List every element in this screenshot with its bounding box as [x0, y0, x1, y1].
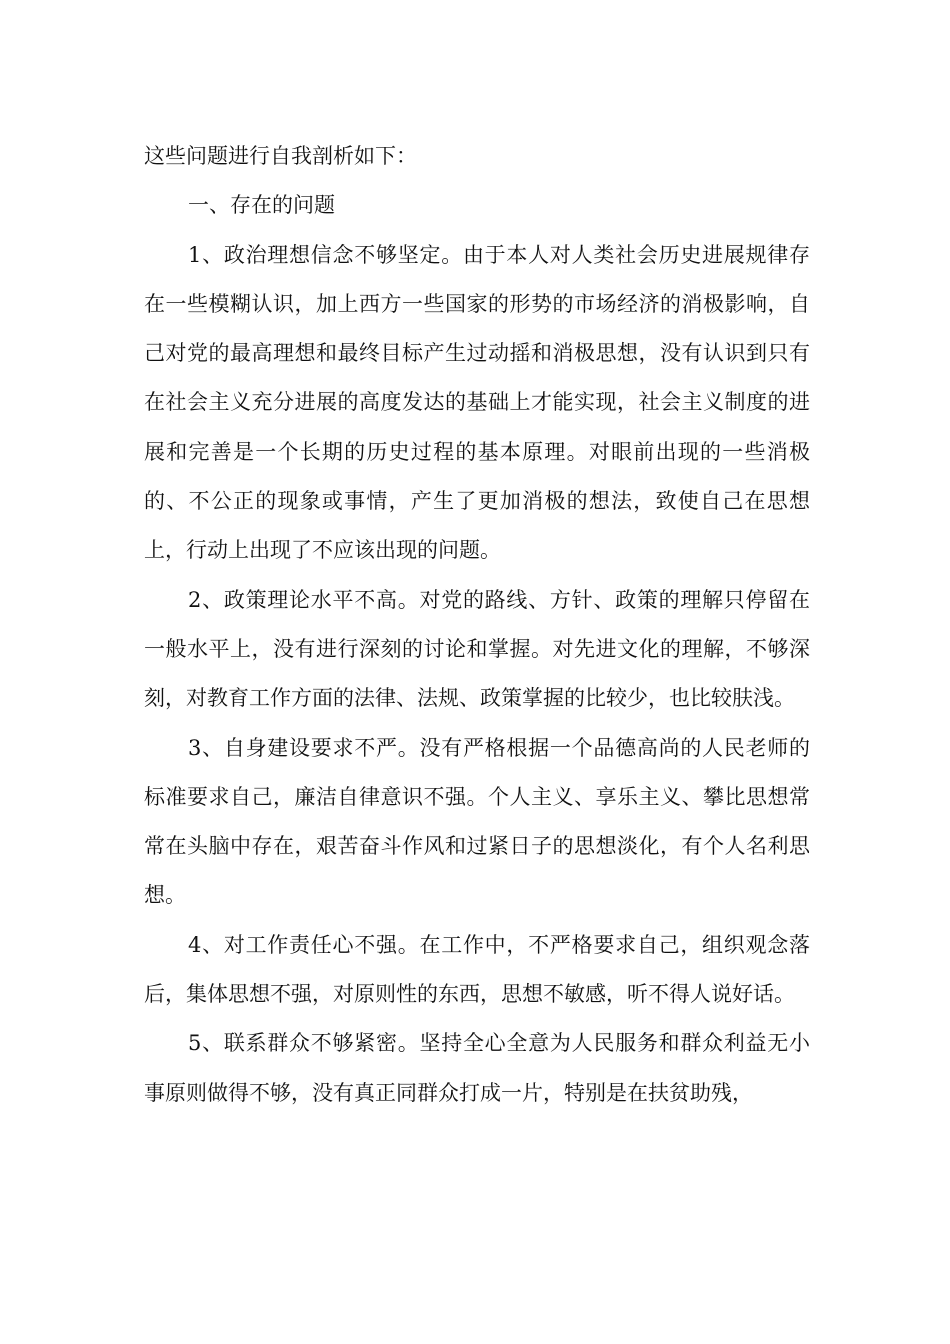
paragraph-item-2: 2、政策理论水平不高。对党的路线、方针、政策的理解只停留在一般水平上，没有进行深刻的讨论和掌握。对先进文化的理解，不够深刻，对教育工作方面的法律、法规、政策掌握的比较少，也比较肤浅。 — [144, 587, 810, 711]
section-heading-problems: 一、存在的问题 — [188, 193, 335, 218]
paragraph-intro: 这些问题进行自我剖析如下： — [144, 144, 417, 168]
paragraph-item-3: 3、自身建设要求不严。没有严格根据一个品德高尚的人民老师的标准要求自己，廉洁自律意识不强。个人主义、享乐主义、攀比思想常常在头脑中存在，艰苦奋斗作风和过紧日子的思想淡化，有个人名利思想。 — [144, 735, 810, 908]
paragraph-item-4: 4、对工作责任心不强。在工作中，不严格要求自己，组织观念落后，集体思想不强，对原则性的东西，思想不敏感，听不得人说好话。 — [144, 932, 810, 1007]
paragraph-item-5: 5、联系群众不够紧密。坚持全心全意为人民服务和群众利益无小事原则做得不够，没有真正同群众打成一片，特别是在扶贫助残， — [144, 1031, 810, 1105]
document-body — [144, 132, 810, 1118]
paragraph-item-1: 1、政治理想信念不够坚定。由于本人对人类社会历史进展规律存在一些模糊认识，加上西方一些国家的形势的市场经济的消极影响，自己对党的最高理想和最终目标产生过动摇和消极思想，没有认识到只有在社会主义充分进展的高度发达的基础上才能实现，社会主义制度的进展和完善是一个长期的历史过程的基本原理。对眼前出现的一些消极的、不公正的现象或事情，产生了更加消极的想法，致使自己在思想上，行动上出现了不应该出现的问题。 — [144, 242, 810, 563]
